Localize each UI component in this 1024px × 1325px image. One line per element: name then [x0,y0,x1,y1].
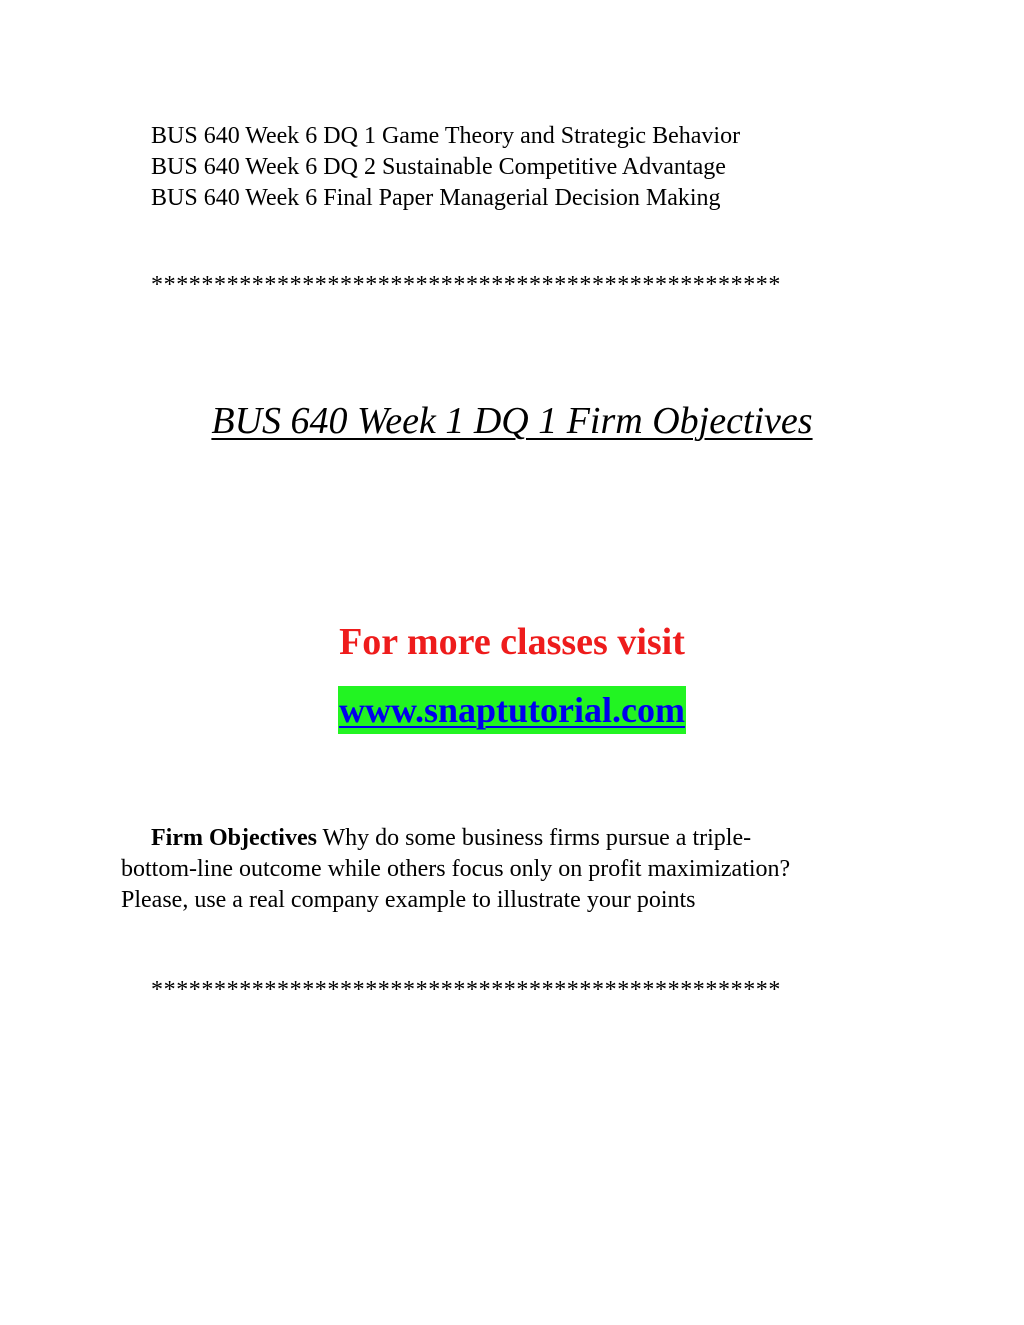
promo-text: For more classes visit [339,621,685,663]
promo-link-container [0,686,1024,734]
snaptutorial-link[interactable]: www.snaptutorial.com [338,686,686,734]
description-line: Please, use a real company example to illustrate your points [121,887,696,913]
page-title [0,398,1024,444]
description-line: bottom-line outcome while others focus only on profit maximization? [121,856,791,882]
course-item: BUS 640 Week 6 Final Paper Managerial Decision Making [151,185,721,211]
description-label: Firm Objectives [151,825,317,851]
separator-bottom: ************************************************** [151,977,781,1003]
description [121,823,911,916]
course-item: BUS 640 Week 6 DQ 2 Sustainable Competitive Advantage [151,154,726,180]
description-line [121,823,911,854]
separator-top: ************************************************** [151,272,781,298]
course-list [151,121,911,214]
course-item: BUS 640 Week 6 DQ 1 Game Theory and Strategic Behavior [151,123,741,149]
description-text: Why do some business firms pursue a triple- [316,825,752,851]
page-title-text: BUS 640 Week 1 DQ 1 Firm Objectives [211,400,813,442]
